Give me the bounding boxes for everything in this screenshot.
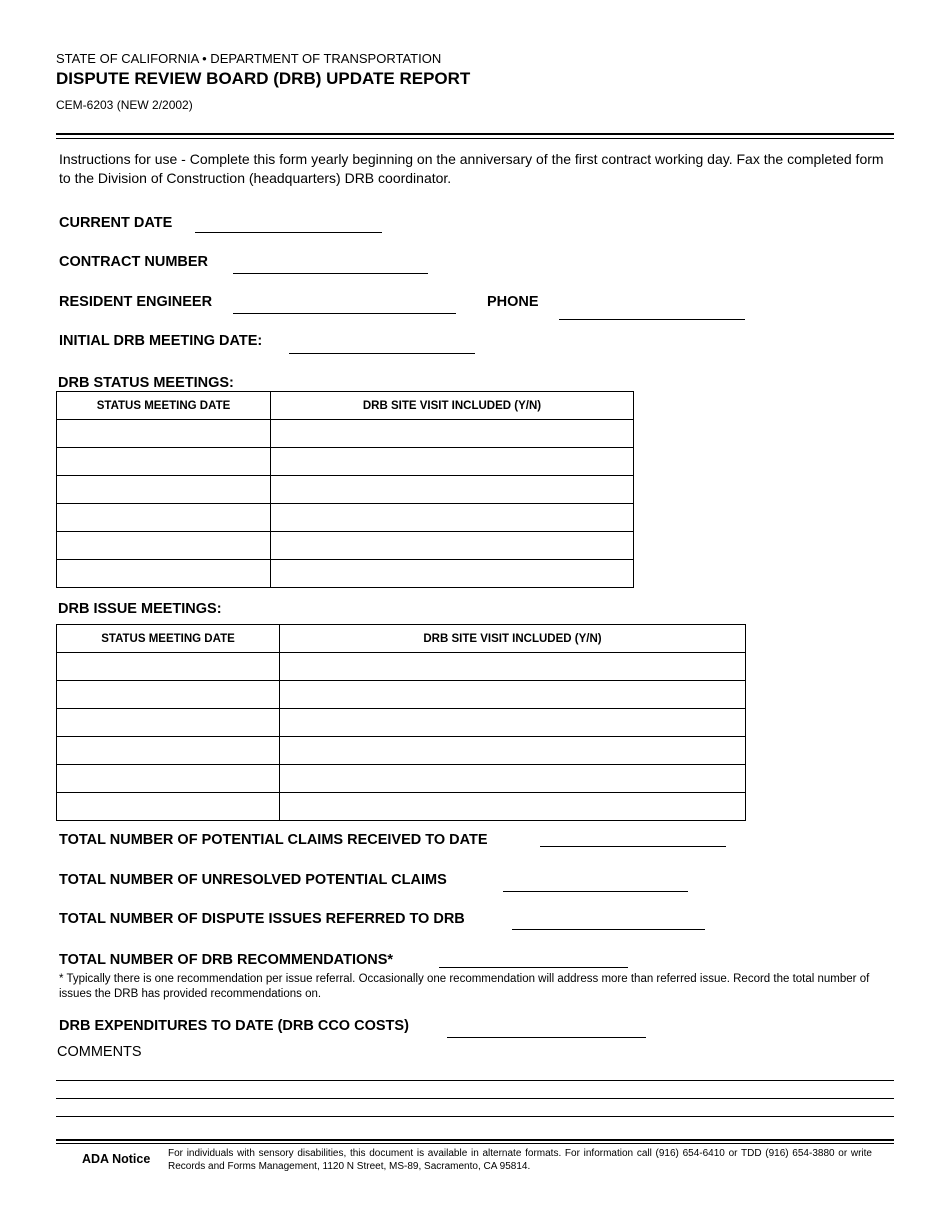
status-meetings-table bbox=[56, 391, 634, 588]
issue-site-visit-cell[interactable] bbox=[280, 737, 746, 765]
form-number: CEM-6203 (NEW 2/2002) bbox=[56, 98, 193, 112]
issue-date-cell[interactable] bbox=[57, 737, 280, 765]
issue-date-cell[interactable] bbox=[57, 653, 280, 681]
ada-notice-label: ADA Notice bbox=[82, 1152, 151, 1166]
status-date-cell[interactable] bbox=[57, 420, 271, 448]
comments-label: COMMENTS bbox=[57, 1044, 142, 1060]
initial-meeting-label: INITIAL DRB MEETING DATE: bbox=[59, 333, 263, 349]
expenditures-label: DRB EXPENDITURES TO DATE (DRB CCO COSTS) bbox=[59, 1018, 409, 1034]
issue-site-visit-cell[interactable] bbox=[280, 709, 746, 737]
initial-meeting-field[interactable] bbox=[289, 353, 475, 354]
recommendations-footnote: * Typically there is one recommendation per issue referral. Occasionally one recommendation will address more than referred issue. Record the total number of issues the DRB has provided recommendations on. bbox=[59, 973, 870, 1000]
recommendations-label: TOTAL NUMBER OF DRB RECOMMENDATIONS* bbox=[59, 952, 394, 968]
site-visit-header: DRB SITE VISIT INCLUDED (Y/N) bbox=[271, 392, 634, 420]
issue-site-visit-cell[interactable] bbox=[280, 681, 746, 709]
comments-line[interactable] bbox=[56, 1098, 894, 1099]
unresolved-claims-field[interactable] bbox=[503, 891, 688, 892]
potential-claims-field[interactable] bbox=[540, 846, 726, 847]
contract-number-label: CONTRACT NUMBER bbox=[59, 254, 209, 270]
table-row bbox=[57, 448, 634, 476]
table-row bbox=[57, 476, 634, 504]
table-row bbox=[57, 737, 746, 765]
dispute-issues-label: TOTAL NUMBER OF DISPUTE ISSUES REFERRED TO DRB bbox=[59, 911, 465, 927]
expenditures-field[interactable] bbox=[447, 1037, 646, 1038]
unresolved-claims-label: TOTAL NUMBER OF UNRESOLVED POTENTIAL CLAIMS bbox=[59, 872, 447, 888]
footer-divider-thin bbox=[56, 1143, 894, 1144]
header-divider-thick bbox=[56, 133, 894, 135]
agency-line: STATE OF CALIFORNIA • DEPARTMENT OF TRANSPORTATION bbox=[56, 51, 442, 66]
issue-meetings-table bbox=[56, 624, 746, 821]
table-row bbox=[57, 765, 746, 793]
issue-date-cell[interactable] bbox=[57, 765, 280, 793]
status-meetings-title: DRB STATUS MEETINGS: bbox=[58, 375, 234, 391]
footer-divider-thick bbox=[56, 1139, 894, 1141]
table-row bbox=[57, 532, 634, 560]
status-date-cell[interactable] bbox=[57, 504, 271, 532]
site-visit-cell[interactable] bbox=[271, 448, 634, 476]
dispute-issues-field[interactable] bbox=[512, 929, 705, 930]
site-visit-cell[interactable] bbox=[271, 476, 634, 504]
site-visit-cell[interactable] bbox=[271, 532, 634, 560]
site-visit-cell[interactable] bbox=[271, 504, 634, 532]
recommendations-field[interactable] bbox=[439, 967, 628, 968]
comments-line[interactable] bbox=[56, 1080, 894, 1081]
status-date-cell[interactable] bbox=[57, 560, 271, 588]
status-date-cell[interactable] bbox=[57, 532, 271, 560]
table-row bbox=[57, 681, 746, 709]
status-date-header: STATUS MEETING DATE bbox=[57, 392, 271, 420]
issue-site-visit-cell[interactable] bbox=[280, 765, 746, 793]
status-date-cell[interactable] bbox=[57, 448, 271, 476]
table-row bbox=[57, 793, 746, 821]
table-row bbox=[57, 560, 634, 588]
resident-engineer-label: RESIDENT ENGINEER bbox=[59, 294, 213, 310]
status-date-cell[interactable] bbox=[57, 476, 271, 504]
table-row bbox=[57, 709, 746, 737]
table-header-row bbox=[57, 625, 746, 653]
phone-label: PHONE bbox=[487, 294, 539, 310]
contract-number-field[interactable] bbox=[233, 273, 428, 274]
issue-meetings-title: DRB ISSUE MEETINGS: bbox=[58, 601, 222, 617]
phone-field[interactable] bbox=[559, 319, 745, 320]
issue-date-cell[interactable] bbox=[57, 793, 280, 821]
ada-notice-text: For individuals with sensory disabilities, this document is available in alternate formats. For information call (916) 654-6410 or TDD (916) 654-3880 or write Records and Forms Management, 1120 N Street, MS-89, Sacramento, CA 95814. bbox=[168, 1148, 872, 1172]
issue-date-header: STATUS MEETING DATE bbox=[57, 625, 280, 653]
table-row bbox=[57, 653, 746, 681]
issue-date-cell[interactable] bbox=[57, 709, 280, 737]
header-divider-thin bbox=[56, 138, 894, 139]
resident-engineer-field[interactable] bbox=[233, 313, 456, 314]
table-row bbox=[57, 420, 634, 448]
site-visit-cell[interactable] bbox=[271, 560, 634, 588]
table-header-row bbox=[57, 392, 634, 420]
issue-site-visit-header: DRB SITE VISIT INCLUDED (Y/N) bbox=[280, 625, 746, 653]
table-row bbox=[57, 504, 634, 532]
current-date-label: CURRENT DATE bbox=[59, 215, 173, 231]
issue-date-cell[interactable] bbox=[57, 681, 280, 709]
issue-site-visit-cell[interactable] bbox=[280, 793, 746, 821]
potential-claims-label: TOTAL NUMBER OF POTENTIAL CLAIMS RECEIVED TO DATE bbox=[59, 832, 488, 848]
comments-line[interactable] bbox=[56, 1116, 894, 1117]
instructions-text: Instructions for use - Complete this form yearly beginning on the anniversary of the first contract working day. Fax the completed form to the Division of Construction (headquarters) DRB coordinator. bbox=[59, 151, 884, 186]
current-date-field[interactable] bbox=[195, 232, 382, 233]
issue-site-visit-cell[interactable] bbox=[280, 653, 746, 681]
site-visit-cell[interactable] bbox=[271, 420, 634, 448]
form-title: DISPUTE REVIEW BOARD (DRB) UPDATE REPORT bbox=[56, 69, 471, 88]
